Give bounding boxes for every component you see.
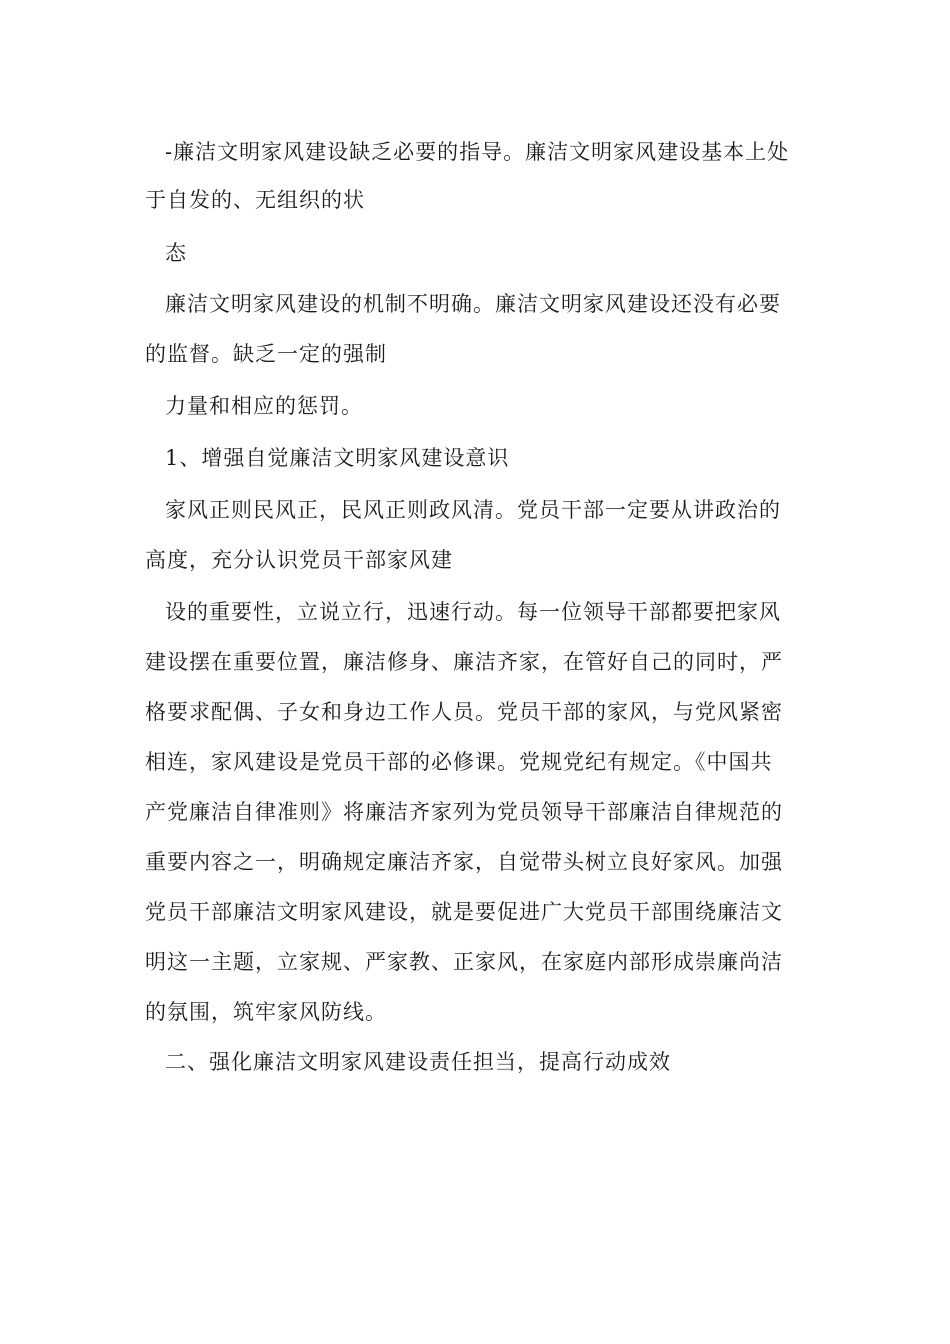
text-line: 设的重要性，立说立行，迅速行动。每一位领导干部都要把家风 <box>165 600 781 624</box>
section-heading: 二、强化廉洁文明家风建设责任担当，提高行动成效 <box>165 1050 671 1074</box>
text-line: 建设摆在重要位置，廉洁修身、廉洁齐家，在管好自己的同时，严 <box>145 650 783 674</box>
text-line: 力量和相应的惩罚。 <box>165 394 363 418</box>
text-line: 于自发的、无组织的状 <box>145 188 365 212</box>
text-line: 产党廉洁自律准则》将廉洁齐家列为党员领导干部廉洁自律规范的 <box>145 800 783 824</box>
text-line: 家风正则民风正，民风正则政风清。党员干部一定要从讲政治的 <box>165 498 781 522</box>
section-heading: 1、增强自觉廉洁文明家风建设意识 <box>165 446 510 470</box>
text-line: -廉洁文明家风建设缺乏必要的指导。廉洁文明家风建设基本上处 <box>165 140 790 164</box>
text-line: 明这一主题，立家规、严家教、正家风，在家庭内部形成崇廉尚洁 <box>145 950 783 974</box>
text-line: 相连，家风建设是党员干部的必修课。党规党纪有规定。《中国共 <box>145 750 773 774</box>
text-line: 重要内容之一，明确规定廉洁齐家，自觉带头树立良好家风。加强 <box>145 850 783 874</box>
text-line: 廉洁文明家风建设的机制不明确。廉洁文明家风建设还没有必要 <box>165 292 781 316</box>
text-line: 的监督。缺乏一定的强制 <box>145 342 387 366</box>
text-line: 高度，充分认识党员干部家风建 <box>145 548 453 572</box>
text-line: 的氛围，筑牢家风防线。 <box>145 1000 387 1024</box>
text-line: 格要求配偶、子女和身边工作人员。党员干部的家风，与党风紧密 <box>145 700 783 724</box>
text-line: 党员干部廉洁文明家风建设，就是要促进广大党员干部围绕廉洁文 <box>145 900 783 924</box>
text-line: 态 <box>165 241 187 265</box>
